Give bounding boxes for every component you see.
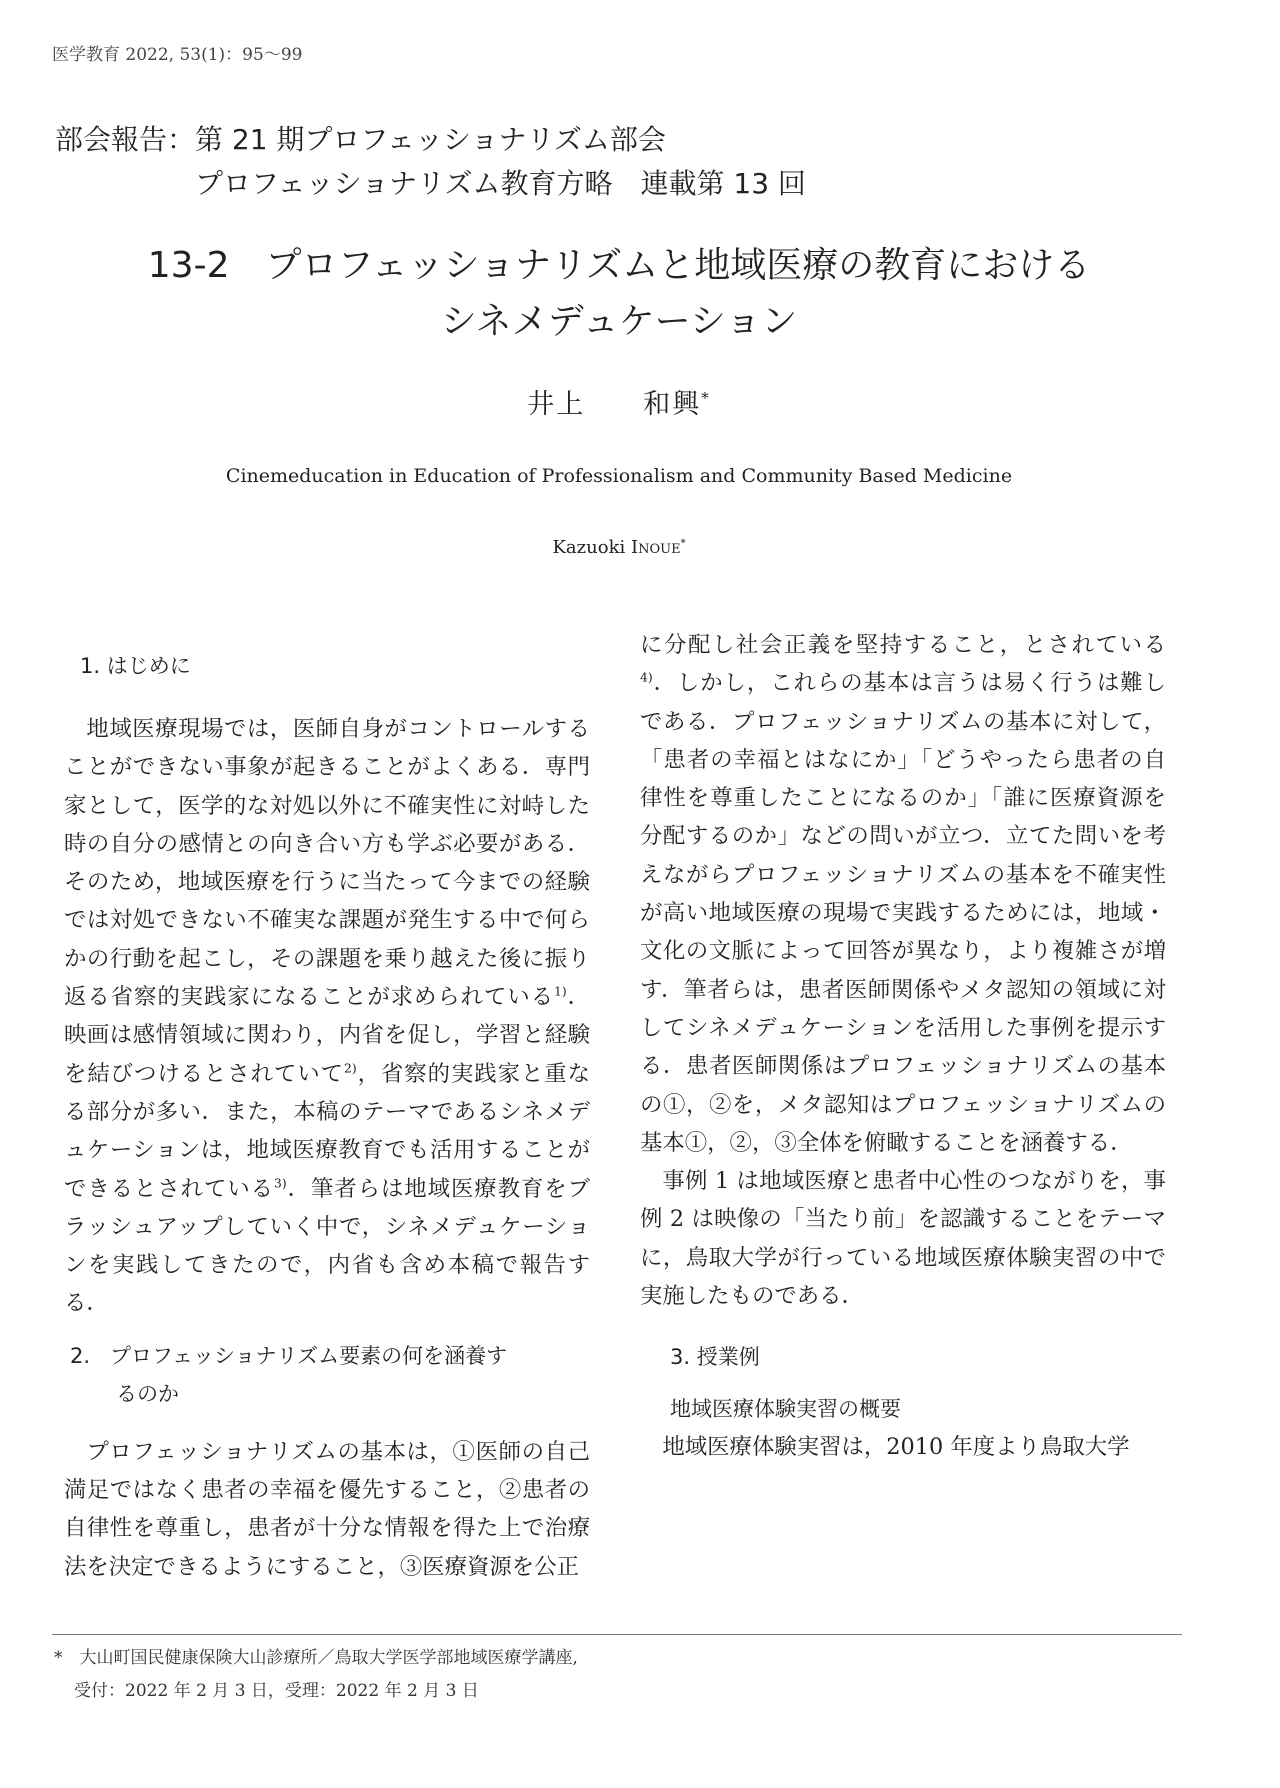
citation-ref-1: 1) <box>554 984 567 999</box>
section-2-text-2: ．しかし，これらの基本は言うは易く行うは難しである．プロフェッショナリズムの基本に対して，「患者の幸福とはなにか」「どうやったら患者の自律性を尊重したことになるのか」「誰に医療資源を分配するのか」などの問いが立つ．立てた問いを考えながらプロフェッショナリズムの基本を不確実性が高い地域医療の現場で実践するためには，地域・文化の文脈によって回答が異なり，より複雑さが増す．筆者らは，患者医師関係やメタ認知の領域に対してシネメデュケーションを活用した事例を提示する．患者医師関係はプロフェッショナリズムの基本の①，②を，メタ認知はプロフェッショナリズムの基本①，②，③全体を俯瞰することを涵養する． <box>640 670 1166 1156</box>
body-column-left <box>64 626 590 1586</box>
section-heading-2-text-a: プロフェッショナリズム要素の何を涵養す <box>110 1343 508 1368</box>
author-english-family: Inoue <box>630 537 681 558</box>
author-japanese <box>0 382 1238 421</box>
section-heading-3: 3. 授業例 <box>670 1345 760 1370</box>
author-japanese-mark: * <box>701 389 711 407</box>
footnote <box>54 1642 578 1708</box>
section-heading-2 <box>70 1337 590 1413</box>
series-header-line2: プロフェッショナリズム教育方略 連載第 13 回 <box>195 167 806 200</box>
intro-text-2: ．映画は感情領域に関わり，内省を促し，学習と経験を結びつけるとされていて <box>64 984 591 1087</box>
footnote-divider <box>52 1634 1182 1635</box>
section-2-paragraph <box>64 1433 590 1586</box>
article-title-english: Cinemeducation in Education of Professionalism and Community Based Medicine <box>225 465 1013 487</box>
citation-ref-2: 2) <box>344 1061 357 1076</box>
intro-text-1: 地域医療現場では，医師自身がコントロールすることができない事象が起きることがよくある．専門家として，医学的な対処以外に不確実性に対峙した時の自分の感情との向き合い方も学ぶ必要がある．そのため，地域医療を行うに当たって今までの経験では対処できない不確実な課題が発生する中で何らかの行動を起こし，その課題を乗り越えた後に振り返る省察的実践家になることが求められている <box>64 716 590 1011</box>
author-english-given: Kazuoki <box>552 537 631 558</box>
section-2-paragraph-continued <box>640 626 1166 1162</box>
series-header <box>55 118 806 206</box>
author-english <box>0 537 1238 558</box>
section-heading-intro: 1. はじめに <box>80 654 191 678</box>
intro-text-3: ，省察的実践家と重なる部分が多い．また，本稿のテーマであるシネメデュケーションは，地域医療教育でも活用することができるとされている <box>64 1060 591 1202</box>
section-3-paragraph: 地域医療体験実習は，2010 年度より鳥取大学 <box>662 1434 1130 1461</box>
footnote-mark: * <box>54 1648 63 1668</box>
section-heading-2-text-b: るのか <box>116 1381 179 1406</box>
author-english-mark: * <box>680 538 686 549</box>
intro-text-4: ．筆者らは地域医療教育をブラッシュアップしていく中で，シネメデュケーションを実践してきたので，内省も含め本稿で報告する． <box>64 1175 591 1317</box>
author-japanese-name: 井上 和興 <box>527 389 702 420</box>
section-heading-2-number: 2. <box>70 1343 91 1368</box>
section-2-text-1: プロフェッショナリズムの基本は，①医師の自己満足ではなく患者の幸福を優先すること，②患者の自律性を尊重し，患者が十分な情報を得た上で治療法を決定できるようにすること，③医療資源を公正 <box>64 1438 590 1580</box>
footnote-dates: 受付：2022 年 2 月 3 日，受理：2022 年 2 月 3 日 <box>74 1681 479 1701</box>
body-column-right <box>640 626 1166 1467</box>
article-title-line2: シネメデュケーション <box>440 301 798 342</box>
article-title <box>0 238 1238 350</box>
subsection-heading-overview: 地域医療体験実習の概要 <box>670 1397 901 1422</box>
citation-ref-4: 4) <box>640 670 653 685</box>
section-2-text-1-continued: に分配し社会正義を堅持すること，とされている <box>640 632 1166 658</box>
footnote-affiliation: 大山町国民健康保険大山診療所／鳥取大学医学部地域医療学講座, <box>79 1648 578 1668</box>
series-header-line1: 部会報告：第 21 期プロフェッショナリズム部会 <box>55 123 666 156</box>
citation-ref-3: 3) <box>274 1176 287 1191</box>
section-2-paragraph-2: 事例 1 は地域医療と患者中心性のつながりを，事例 2 は映像の「当たり前」を認識することをテーマに，鳥取大学が行っている地域医療体験実習の中で実施したものである． <box>640 1168 1166 1310</box>
journal-reference: 医学教育 2022, 53(1)：95〜99 <box>52 45 303 65</box>
article-title-line1: 13-2 プロフェッショナリズムと地域医療の教育における <box>147 245 1091 286</box>
intro-paragraph <box>64 710 590 1323</box>
